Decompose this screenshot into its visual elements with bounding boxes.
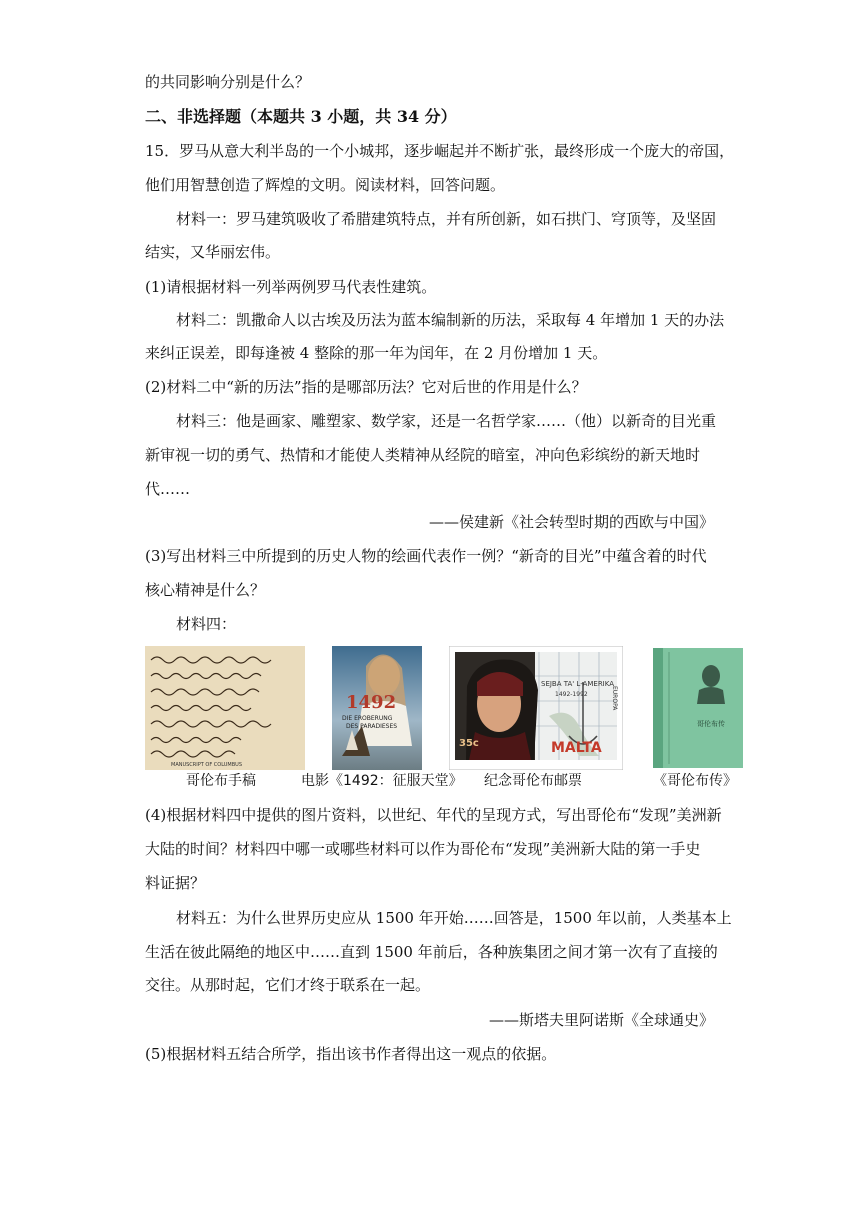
sub-question-3: (3)写出材料三中所提到的历史人物的绘画代表作一例？“新奇的目光”中蕴含着的时代 xyxy=(145,547,707,565)
sub-question-4-cont-2: 料证据？ xyxy=(145,874,206,892)
movie-subtitle-1: DIE EROBERUNG xyxy=(342,715,393,722)
material-3-cont-2: 代…… xyxy=(145,480,191,498)
material-5-cont: 生活在彼此隔绝的地区中……直到 1500 年前后，各种族集团之间才第一次有了直接的 xyxy=(145,943,718,961)
question-15-intro: 15．罗马从意大利半岛的一个小城邦，逐步崛起并不断扩张，最终形成一个庞大的帝国， xyxy=(145,142,735,160)
sub-question-1: (1)请根据材料一列举两例罗马代表性建筑。 xyxy=(145,278,437,296)
material-5-source: ——斯塔夫里阿诺斯《全球通史》 xyxy=(488,1011,714,1029)
material-1-cont: 结实，又华丽宏伟。 xyxy=(145,243,281,261)
material-3-source: ——侯建新《社会转型时期的西欧与中国》 xyxy=(428,513,714,531)
book-title: 哥伦布传 xyxy=(697,720,725,728)
caption-book: 《哥伦布传》 xyxy=(653,773,737,789)
caption-stamp: 纪念哥伦布邮票 xyxy=(484,773,582,789)
sub-question-4: (4)根据材料四中提供的图片资料，以世纪、年代的呈现方式，写出哥伦布“发现”美洲新 xyxy=(145,806,722,824)
columbus-biography-book-image xyxy=(651,646,745,770)
columbus-manuscript-image xyxy=(145,646,305,770)
movie-subtitle-2: DES PARADIESES xyxy=(346,723,398,730)
question-15-intro-2: 他们用智慧创造了辉煌的文明。阅读材料，回答问题。 xyxy=(145,176,506,194)
stamp-title: SEJBA TA' L-AMERIKA xyxy=(541,680,615,688)
stamp-years: 1492-1992 xyxy=(555,691,588,698)
material-3: 材料三：他是画家、雕塑家、数学家，还是一名哲学家……（他）以新奇的目光重 xyxy=(176,412,717,430)
section-heading: 二、非选择题（本题共 3 小题，共 34 分） xyxy=(145,107,457,126)
manuscript-small-text: MANUSCRIPT OF COLUMBUS xyxy=(171,762,243,768)
stamp-side-label: EUROPA xyxy=(611,686,618,711)
material-3-cont: 新审视一切的勇气、热情和才能使人类精神从经院的暗室，冲向色彩缤纷的新天地时 xyxy=(145,446,701,464)
material-2: 材料二：凯撒命人以古埃及历法为蓝本编制新的历法，采取每 4 年增加 1 天的办法 xyxy=(176,311,725,329)
material-5-cont-2: 交往。从那时起，它们才终于联系在一起。 xyxy=(145,976,431,994)
sub-question-4-cont: 大陆的时间？材料四中哪一或哪些材料可以作为哥伦布“发现”美洲新大陆的第一手史 xyxy=(145,840,701,858)
movie-1492-poster-image xyxy=(332,646,422,770)
material-1: 材料一：罗马建筑吸收了希腊建筑特点，并有所创新，如石拱门、穹顶等，及坚固 xyxy=(176,210,717,228)
caption-movie: 电影《1492：征服天堂》 xyxy=(301,773,463,789)
caption-manuscript: 哥伦布手稿 xyxy=(186,773,256,789)
material-5: 材料五：为什么世界历史应从 1500 年开始……回答是，1500 年以前，人类基本上 xyxy=(176,909,732,927)
material-4-label: 材料四： xyxy=(176,615,237,633)
prev-question-tail: 的共同影响分别是什么？ xyxy=(145,73,311,91)
sub-question-2: (2)材料二中“新的历法”指的是哪部历法？它对后世的作用是什么？ xyxy=(145,378,587,396)
stamp-value: 35c xyxy=(459,738,479,749)
material-2-cont: 来纠正误差，即每逢被 4 整除的那一年为闰年，在 2 月份增加 1 天。 xyxy=(145,344,608,362)
sub-question-5: (5)根据材料五结合所学，指出该书作者得出这一观点的依据。 xyxy=(145,1045,557,1063)
sub-question-3-cont: 核心精神是什么？ xyxy=(145,581,266,599)
movie-year: 1492 xyxy=(346,692,397,713)
columbus-stamp-image xyxy=(449,646,623,770)
stamp-country: MALTA xyxy=(551,740,602,756)
